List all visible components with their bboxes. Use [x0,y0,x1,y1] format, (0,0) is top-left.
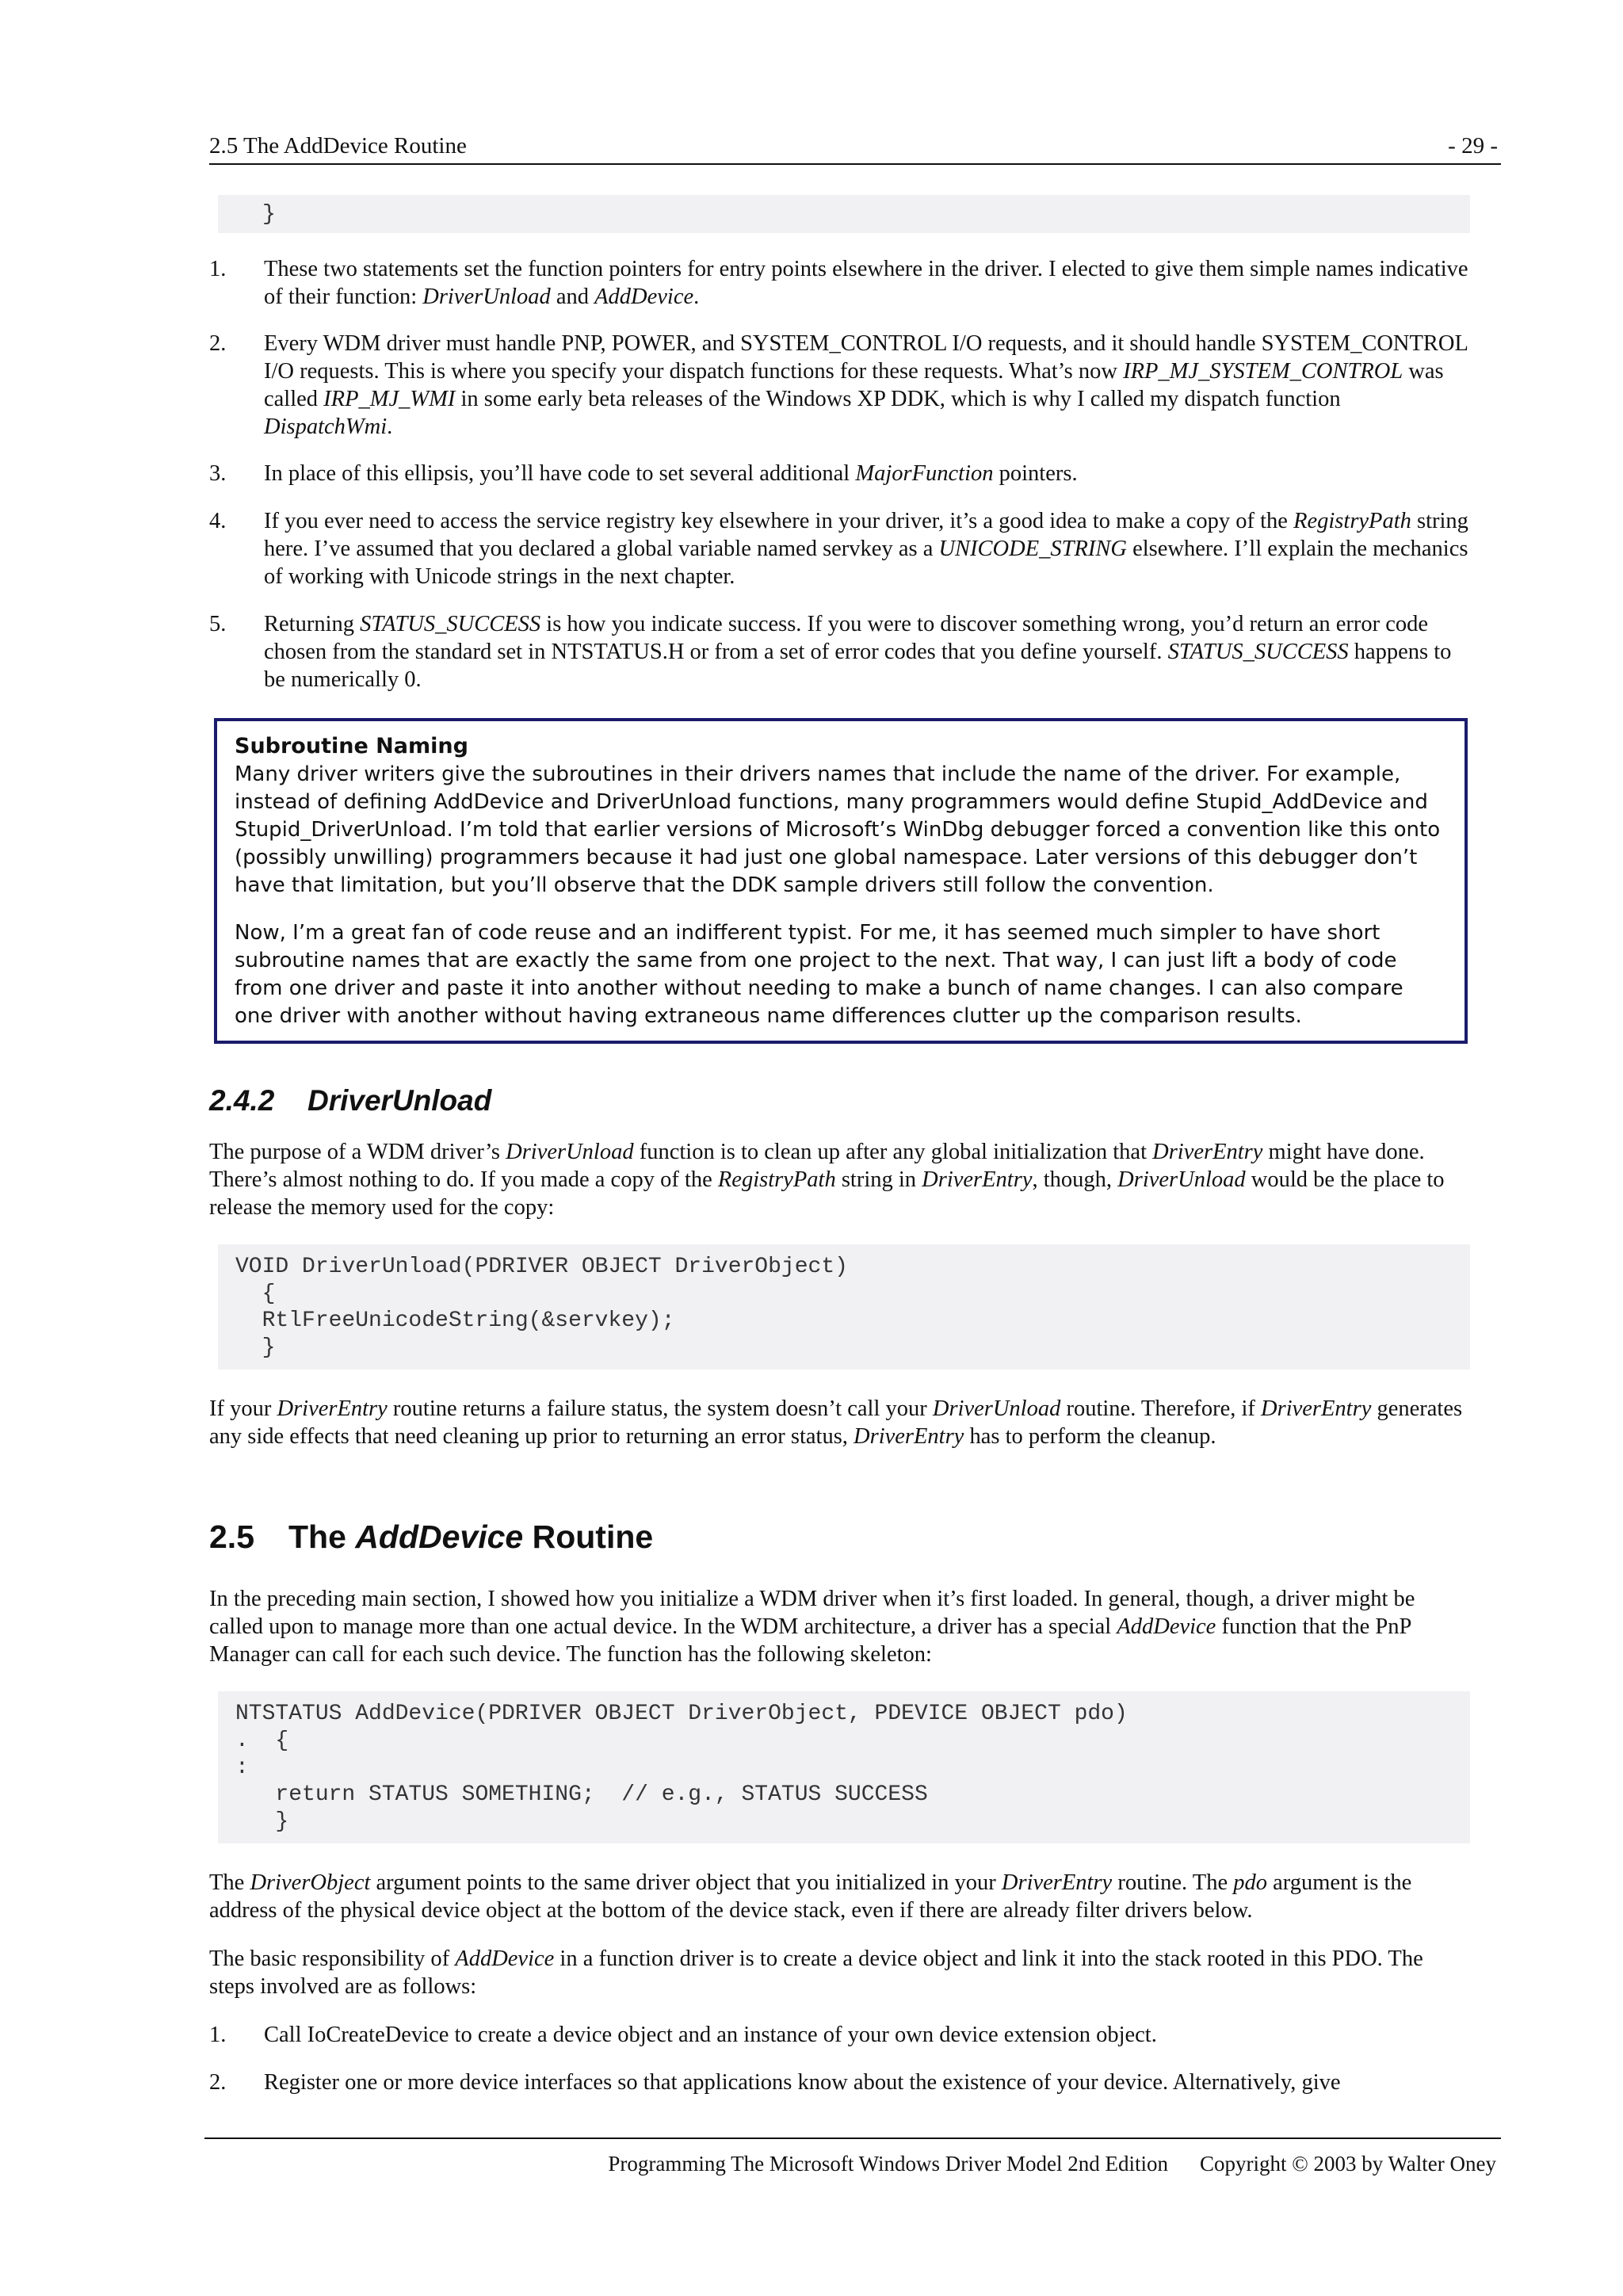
list-item-1: These two statements set the function pointers for entry points elsewhere in the driver. I elected to give them simple names indicative of their function: DriverUnload and AddDevice. [264,257,1468,309]
code-line: : [235,1755,249,1780]
header-page-number: - 29 - [1448,133,1498,159]
page-footer [204,2137,1501,2176]
list-number: 2. [209,2070,227,2095]
step-item-2: Register one or more device interfaces so that applications know about the existence of your device. Alternatively, give [264,2070,1341,2095]
subsection-title: DriverUnload [307,1084,492,1117]
list-number: 2. [209,331,227,356]
code-line: return STATUS SOMETHING; // e.g., STATUS SUCCESS [235,1782,928,1807]
code-line: RtlFreeUnicodeString(&servkey); [235,1308,675,1333]
code-line: { [235,1282,276,1306]
code-block-driverunload [218,1244,1470,1370]
page-header [209,130,1501,165]
code-line: } [262,202,276,227]
sidebar-paragraph-2: Now, I’m a great fan of code reuse and an indifferent typist. For me, it has seemed much simpler to have short subroutine names that are exactly the same from one project to the next. That way, I can just lift a body of code from one driver and paste it into another without needing to make a bunch of name changes. I can also compare one driver with another without having extraneous name differences clutter up the comparison results. [235,921,1403,1028]
section-number: 2.5 [209,1519,254,1555]
list-number: 1. [209,257,227,281]
code-line: VOID DriverUnload(PDRIVER OBJECT DriverObject) [235,1255,848,1279]
paragraph-driverentry-failure: If your DriverEntry routine returns a failure status, the system doesn’t call your DriverUnload routine. Therefore, if DriverEntry generates any side effects that need cleaning up prior to returning an error status, DriverEntry has to perform the cleanup. [209,1396,1463,1449]
subsection-heading [209,1084,491,1117]
list-number: 5. [209,612,227,636]
subsection-number: 2.4.2 [209,1084,275,1117]
code-line: . { [235,1729,289,1753]
list-item-4: If you ever need to access the service registry key elsewhere in your driver, it’s a good idea to make a copy of the RegistryPath string here. I’ve assumed that you declared a global variable named servkey as a UNICODE_STRING elsewhere. I’ll explain the mechanics of working with Unicode strings in the next chapter. [264,509,1468,589]
sidebar-paragraph-1: Many driver writers give the subroutines in their drivers names that include the name of the driver. For example, instead of defining AddDevice and DriverUnload functions, many programmers would define Stupid_AddDevice and Stupid_DriverUnload. I’m told that earlier versions of Microsoft’s WinDbg debugger forced a convention like this onto (possibly unwilling) programmers because it had just one global namespace. Later versions of this debugger don’t have that limitation, but you’ll observe that the DDK sample drivers still follow the convention. [235,762,1441,897]
section-title-italic: AddDevice [355,1519,524,1555]
sidebar-note-box [214,718,1468,1044]
list-item-5: Returning STATUS_SUCCESS is how you indicate success. If you were to discover something wrong, you’d return an error code chosen from the standard set in NTSTATUS.H or from a set of error codes that you define yourself. STATUS_SUCCESS happens to be numerically 0. [264,612,1452,692]
sidebar-title: Subroutine Naming [235,734,468,758]
code-line: } [235,1335,276,1360]
paragraph-driverobject-arg: The DriverObject argument points to the same driver object that you initialized in your DriverEntry routine. The pdo argument is the address of the physical device object at the bottom of the device stack, even if there are already filter drivers below. [209,1870,1412,1923]
step-item-1: Call IoCreateDevice to create a device object and an instance of your own device extension object. [264,2023,1157,2047]
list-number: 1. [209,2023,227,2047]
section-heading [209,1519,653,1556]
code-line: } [235,1809,289,1834]
paragraph-adddevice-intro: In the preceding main section, I showed how you initialize a WDM driver when it’s first loaded. In general, though, a driver might be called upon to manage more than one actual device. In the WDM architecture, a driver has a special AddDevice function that the PnP Manager can call for each such device. The function has the following skeleton: [209,1587,1415,1667]
list-number: 3. [209,461,227,486]
header-section-title: 2.5 The AddDevice Routine [209,133,467,159]
list-number: 4. [209,509,227,533]
section-title-post: Routine [523,1519,654,1555]
list-item-2: Every WDM driver must handle PNP, POWER, and SYSTEM_CONTROL I/O requests, and it should handle SYSTEM_CONTROL I/O requests. This is where you specify your dispatch functions for these requests. What’s now IRP_MJ_SYSTEM_CONTROL was called IRP_MJ_WMI in some early beta releases of the Windows XP DDK, which is why I called my dispatch function DispatchWmi. [264,331,1468,439]
footer-book-title: Programming The Microsoft Windows Driver Model 2nd Edition [608,2152,1168,2176]
code-block-top [218,195,1470,233]
paragraph-adddevice-responsibility: The basic responsibility of AddDevice in a function driver is to create a device object and link it into the stack rooted in this PDO. The steps involved are as follows: [209,1946,1423,1999]
code-line: NTSTATUS AddDevice(PDRIVER OBJECT DriverObject, PDEVICE OBJECT pdo) [235,1702,1128,1726]
section-title-pre: The [288,1519,356,1555]
list-item-3: In place of this ellipsis, you’ll have code to set several additional MajorFunction pointers. [264,461,1078,486]
paragraph-driverunload-purpose: The purpose of a WDM driver’s DriverUnload function is to clean up after any global initialization that DriverEntry might have done. There’s almost nothing to do. If you made a copy of the RegistryPath string in DriverEntry, though, DriverUnload would be the place to release the memory used for the copy: [209,1140,1445,1220]
code-block-adddevice [218,1691,1470,1843]
footer-copyright: Copyright © 2003 by Walter Oney [1199,2152,1496,2176]
